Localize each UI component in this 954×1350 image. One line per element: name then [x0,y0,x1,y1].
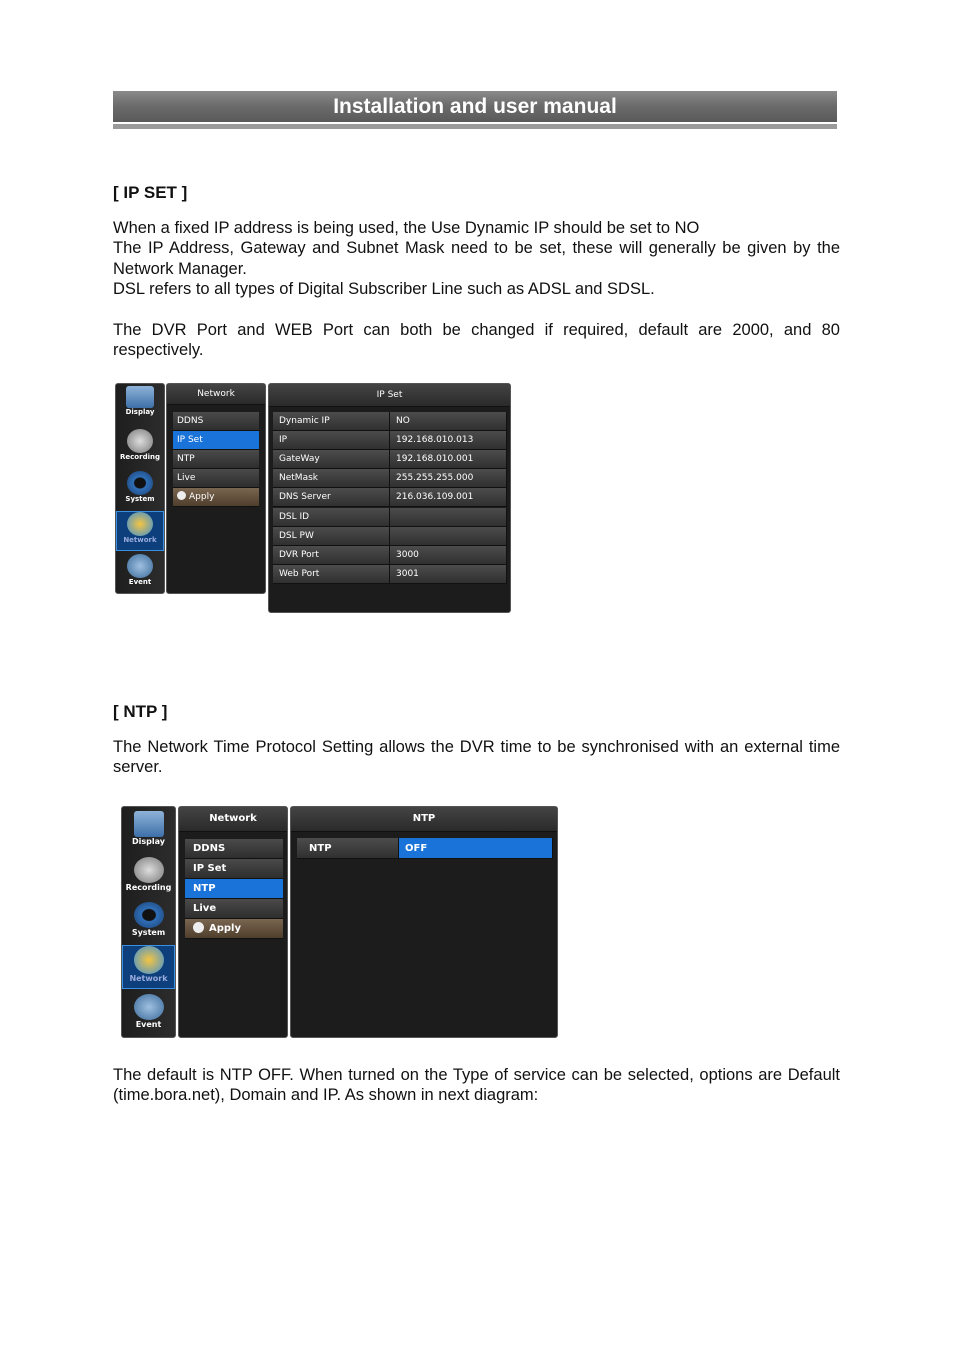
menu-ddns[interactable]: DDNS [173,412,259,431]
nav-network-label-2: Network [129,974,168,983]
clock-icon [127,554,153,578]
ipset-heading: [ IP SET ] [113,183,188,202]
ipset-row-value[interactable]: 192.168.010.001 [390,450,507,469]
ipset-row-value[interactable]: NO [390,412,507,431]
nav-event-label: Event [128,578,152,586]
nav-event-label-2: Event [135,1020,162,1029]
network-globe-icon [134,946,164,974]
ipset-row-label: DVR Port [273,546,390,565]
ipset-row-label: DNS Server [273,488,390,507]
ntp-heading: [ NTP ] [113,702,168,721]
ipset-row-label: NetMask [273,469,390,488]
menu-ntp-2[interactable]: NTP [185,879,283,899]
nav-network-label: Network [123,536,157,544]
ntp-description: The Network Time Protocol Setting allows the DVR time to be synchronised with an external time server. [113,738,840,777]
ipset-row-value[interactable]: 216.036.109.001 [390,488,507,507]
ntp-default-note: The default is NTP OFF. When turned on the Type of service can be selected, options are Default (time.bora.net), Domain and IP. As shown in next diagram: [113,1066,840,1105]
nav-display[interactable] [116,386,164,426]
ntp-value-select[interactable]: OFF [399,838,553,859]
apply-label-2: Apply [209,923,242,934]
ipset-line-1: When a fixed IP address is being used, the Use Dynamic IP should be set to NO [113,219,700,237]
nav-event[interactable] [116,554,164,592]
ipset-row-label: Web Port [273,565,390,584]
ipset-description [113,218,840,360]
network-menu-title: Network [167,384,265,405]
menu-apply[interactable] [173,488,259,507]
network-globe-icon [127,512,153,536]
ipset-panel [268,383,511,613]
ipset-row [273,450,507,469]
ipset-row-value[interactable]: 192.168.010.013 [390,431,507,450]
nav-recording-label: Recording [120,453,160,461]
nav-network-2[interactable] [122,945,175,989]
nav-system-label: System [125,495,155,503]
ipset-panel-title: IP Set [269,384,510,407]
clock-icon [134,994,164,1020]
ipset-row-value[interactable] [390,508,507,527]
nav-recording[interactable] [116,429,164,469]
menu-live-2[interactable]: Live [185,899,283,919]
ipset-row [273,565,507,584]
nav-network[interactable] [116,511,164,551]
ipset-row [273,469,507,488]
film-reel-icon [134,857,164,883]
ipset-row [273,527,507,546]
ipset-port-note: The DVR Port and WEB Port can both be changed if required, default are 2000, and 80 respectively. [113,320,840,360]
ntp-label: NTP [297,838,399,859]
apply-icon [193,922,204,933]
ntp-panel [290,806,558,1038]
network-menu-panel-2 [178,806,288,1038]
ipset-row-label: GateWay [273,450,390,469]
menu-apply-2[interactable] [185,919,283,939]
gear-icon [127,471,153,495]
ipset-row-label: IP [273,431,390,450]
ipset-row-label: DSL PW [273,527,390,546]
ipset-row-value[interactable]: 255.255.255.000 [390,469,507,488]
ipset-row [273,488,507,507]
nav-system[interactable] [116,471,164,511]
ipset-row-label: DSL ID [273,508,390,527]
apply-label: Apply [189,492,215,502]
ipset-row [273,431,507,450]
ipset-line-2: The IP Address, Gateway and Subnet Mask need to be set, these will generally be given by the Network Manager. [113,239,840,278]
nav-display-label-2: Display [132,837,165,846]
ipset-row-value[interactable]: 3001 [390,565,507,584]
ntp-row [297,838,553,859]
menu-ip-set-2[interactable]: IP Set [185,859,283,879]
nav-recording-2[interactable] [122,857,175,901]
network-menu-panel [166,383,266,594]
nav-event-2[interactable] [122,994,175,1034]
ipset-row [273,508,507,527]
nav-system-label-2: System [131,928,166,937]
nav-display-label: Display [125,408,155,416]
ipset-row [273,412,507,431]
menu-ip-set[interactable]: IP Set [173,431,259,450]
ipset-line-3: DSL refers to all types of Digital Subscriber Line such as ADSL and SDSL. [113,280,655,299]
gear-icon [134,902,164,928]
menu-live[interactable]: Live [173,469,259,488]
ipset-row-label: Dynamic IP [273,412,390,431]
monitor-icon [134,811,164,837]
ntp-screenshot [121,806,558,1038]
nav-system-2[interactable] [122,902,175,946]
nav-icon-column [115,383,165,594]
banner-underline [113,124,837,129]
menu-ntp[interactable]: NTP [173,450,259,469]
nav-icon-column-2 [121,806,176,1038]
manual-title-banner: Installation and user manual [113,91,837,122]
ipset-row-value[interactable]: 3000 [390,546,507,565]
nav-recording-label-2: Recording [125,883,172,892]
monitor-icon [126,386,154,408]
menu-ddns-2[interactable]: DDNS [185,839,283,859]
ntp-panel-title: NTP [291,807,557,832]
apply-icon [177,491,186,500]
ipset-screenshot [115,383,511,613]
film-reel-icon [127,429,153,453]
nav-display-2[interactable] [122,811,175,855]
network-menu-title-2: Network [179,807,287,832]
ipset-row [273,546,507,565]
ipset-row-value[interactable] [390,527,507,546]
